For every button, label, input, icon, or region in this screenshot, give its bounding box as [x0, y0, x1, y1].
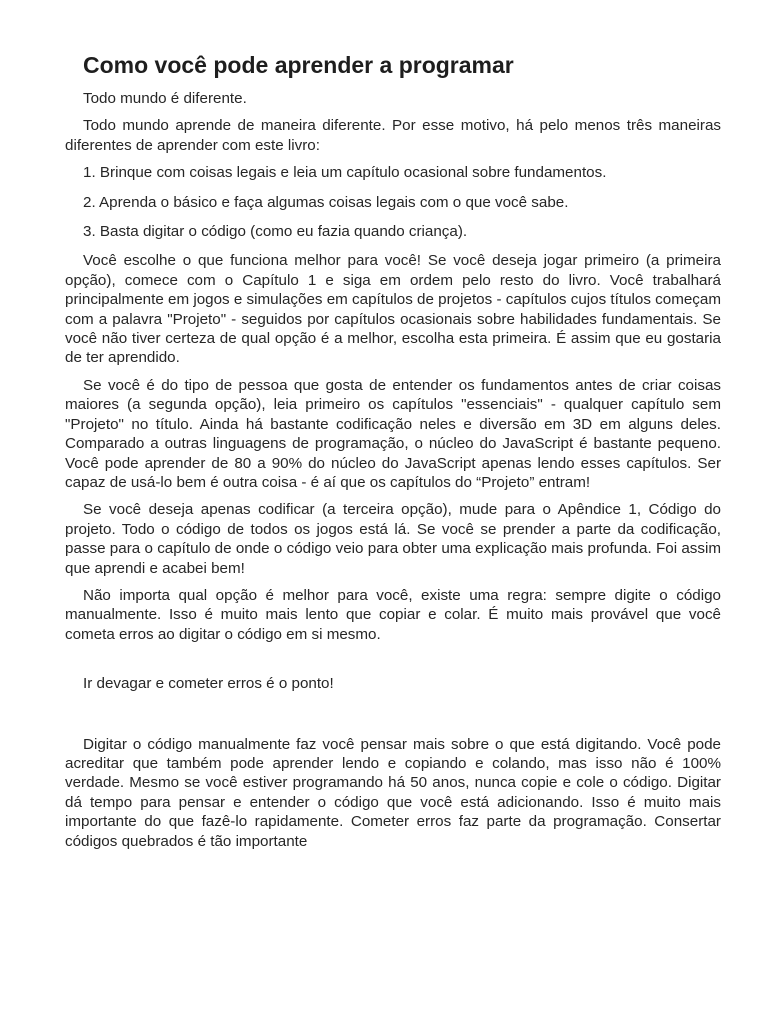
list-item-option-1: 1. Brinque com coisas legais e leia um capítulo ocasional sobre fundamentos. — [83, 164, 607, 182]
paragraph-third-option: Se você deseja apenas codificar (a terceira opção), mude para o Apêndice 1, Código do projeto. Todo o código de todos os jogos está lá. Se você se prender a parte da codificação, passe para o capítulo de onde o código veio para obter uma explicação mais profunda. Foi assim que aprendi e acabei bem! — [65, 501, 721, 577]
paragraph-second-option: Se você é do tipo de pessoa que gosta de entender os fundamentos antes de criar coisas maiores (a segunda opção), leia primeiro os capítulos "essenciais" - qualquer capítulo sem "Projeto" no título. Ainda há bastante codificação neles e diversão em 3D em alguns deles. Comparado a outras linguagens de programação, o núcleo do JavaScript é bastante pequeno. Você pode aprender de 80 a 90% do núcleo do JavaScript apenas lendo esses capítulos. Ser capaz de usá-lo bem é outra coisa - é aí que os capítulos do “Projeto” entram! — [65, 376, 721, 491]
paragraph-rule: Não importa qual opção é melhor para você, existe uma regra: sempre digite o código manualmente. Isso é muito mais lento que copiar e colar. É muito mais provável que você cometa erros ao digitar o código em si mesmo. — [65, 586, 721, 643]
list-item-option-2: 2. Aprenda o básico e faça algumas coisas legais com o que você sabe. — [83, 193, 569, 211]
paragraph-typing: Digitar o código manualmente faz você pensar mais sobre o que está digitando. Você pode acreditar que também pode aprender lendo e copiando e colando, mas isso não é 100% verdade. Mesmo se você estiver programando há 50 anos, nunca copie e cole o código. Digitar dá tempo para pensar e entender o código que você está adicionando. Isso é muito mais importante do que fazê-lo rapidamente. Cometer erros faz parte da programação. Consertar códigos quebrados é tão importante — [65, 735, 721, 850]
page-title: Como você pode aprender a programar — [83, 52, 514, 78]
paragraph-ways: Todo mundo aprende de maneira diferente. Por esse motivo, há pelo menos três maneiras diferentes de aprender com este livro: — [65, 117, 721, 154]
document-body — [65, 50, 721, 859]
paragraph-intro: Todo mundo é diferente. — [83, 90, 247, 107]
paragraph-slow-down: Ir devagar e cometer erros é o ponto! — [83, 675, 334, 693]
list-item-option-3: 3. Basta digitar o código (como eu fazia quando criança). — [83, 223, 468, 241]
paragraph-first-option: Você escolhe o que funciona melhor para você! Se você deseja jogar primeiro (a primeira opção), comece com o Capítulo 1 e siga em ordem pelo resto do livro. Você trabalhará principalmente em jogos e simulações em capítulos de projetos - capítulos cujos títulos começam com a palavra "Projeto" - seguidos por capítulos ocasionais sobre habilidades fundamentais. Se você não tiver certeza de qual opção é a melhor, escolha esta primeira. É assim que eu gostaria de ter aprendido. — [65, 252, 721, 367]
